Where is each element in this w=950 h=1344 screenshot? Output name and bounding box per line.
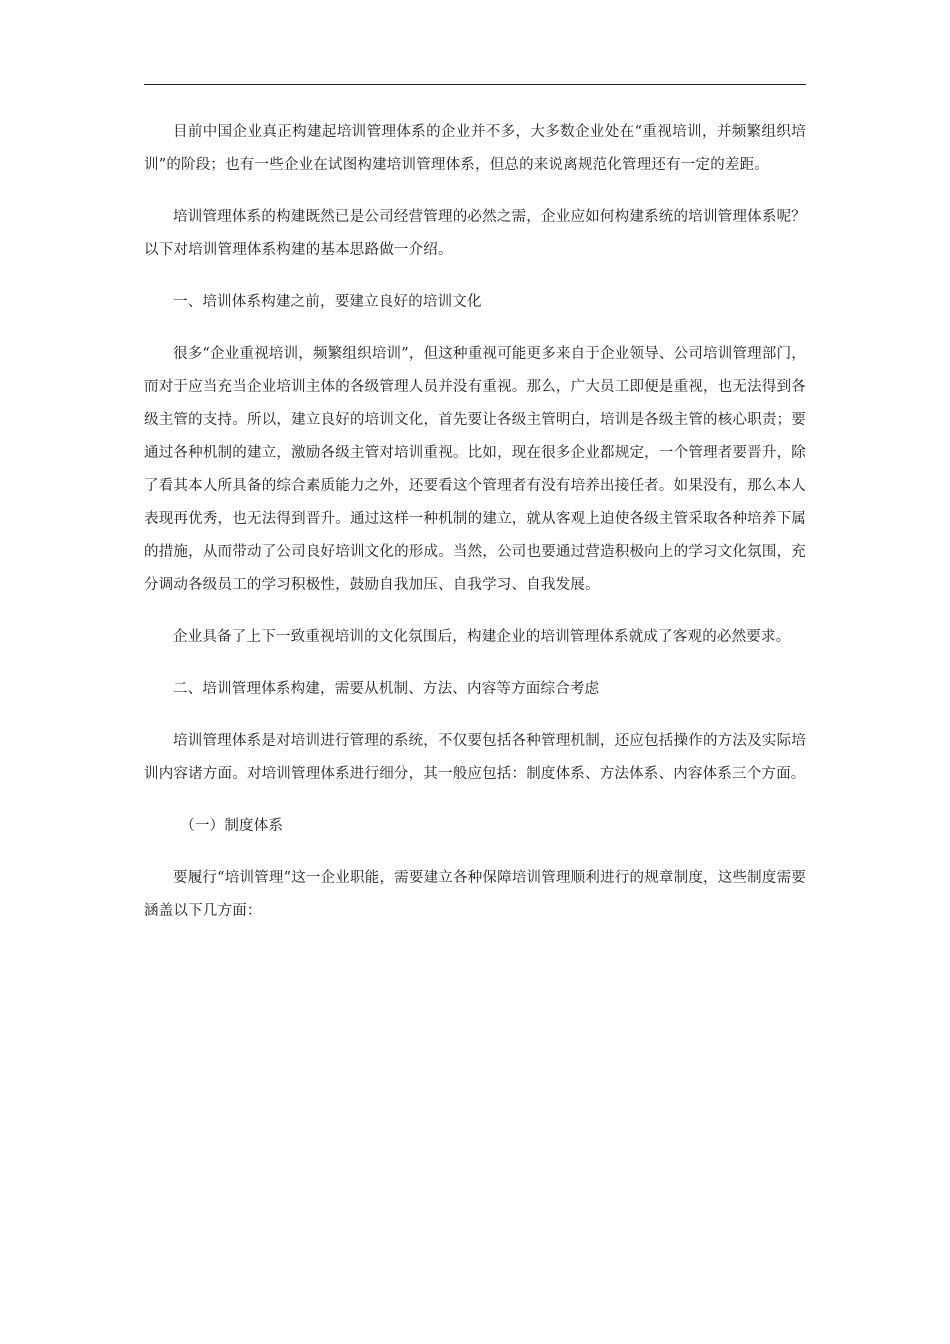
section-1-paragraph-2: 企业具备了上下一致重视培训的文化氛围后，构建企业的培训管理体系就成了客观的必然要求。 bbox=[173, 629, 791, 645]
intro-paragraph-1: 目前中国企业真正构建起培训管理体系的企业并不多，大多数企业处在“重视培训，并频繁组织培训”的阶段；也有一些企业在试图构建培训管理体系，但总的来说离规范化管理还有一定的差距。 bbox=[144, 124, 806, 173]
section-2-paragraph-1: 培训管理体系是对培训进行管理的系统，不仅要包括各种管理机制，还应包括操作的方法及实际培训内容诸方面。对培训管理体系进行细分，其一般应包括：制度体系、方法体系、内容体系三个方面。 bbox=[144, 733, 806, 782]
section-heading-2: 二、培训管理体系构建，需要从机制、方法、内容等方面综合考虑 bbox=[173, 681, 600, 697]
document-body bbox=[144, 116, 806, 947]
header-rule bbox=[144, 84, 806, 85]
subsection-1-paragraph-1: 要履行“培训管理”这一企业职能，需要建立各种保障培训管理顺利进行的规章制度，这些制度需要涵盖以下几方面： bbox=[144, 870, 806, 919]
section-heading-1: 一、培训体系构建之前，要建立良好的培训文化 bbox=[173, 294, 482, 310]
subsection-heading-1: （一）制度体系 bbox=[180, 818, 284, 834]
intro-paragraph-2: 培训管理体系的构建既然已是公司经营管理的必然之需，企业应如何构建系统的培训管理体系呢？以下对培训管理体系构建的基本思路做一介绍。 bbox=[144, 209, 806, 258]
section-1-paragraph-1: 很多“企业重视培训，频繁组织培训”，但这种重视可能更多来自于企业领导、公司培训管理部门，而对于应当充当企业培训主体的各级管理人员并没有重视。那么，广大员工即便是重视，也无法得到各级主管的支持。所以，建立良好的培训文化，首先要让各级主管明白，培训是各级主管的核心职责；要通过各种机制的建立，激励各级主管对培训重视。比如，现在很多企业都规定，一个管理者要晋升，除了看其本人所具备的综合素质能力之外，还要看这个管理者有没有培养出接任者。如果没有，那么本人表现再优秀，也无法得到晋升。通过这样一种机制的建立，就从客观上迫使各级主管采取各种培养下属的措施，从而带动了公司良好培训文化的形成。当然，公司也要通过营造积极向上的学习文化氛围，充分调动各级员工的学习积极性，鼓励自我加压、自我学习、自我发展。 bbox=[144, 346, 806, 593]
